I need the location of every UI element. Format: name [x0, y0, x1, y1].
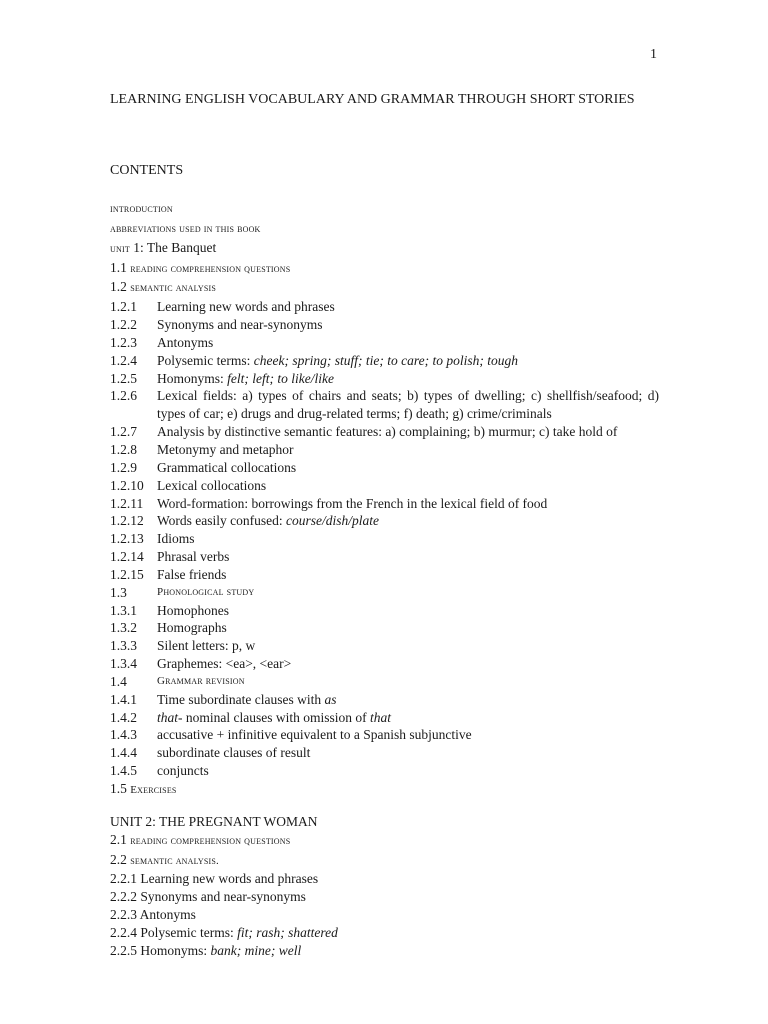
toc-section-1-4[interactable]: 1.4 Grammar revision	[110, 673, 245, 689]
toc-item-2-2-1[interactable]: 2.2.1 Learning new words and phrases	[110, 871, 319, 887]
toc-entry-abbreviations[interactable]: abbreviations used in this book	[110, 222, 261, 235]
toc-section-1-1[interactable]: 1.1 reading comprehension questions	[110, 259, 291, 275]
toc-section-1-2[interactable]: 1.2 semantic analysis	[110, 279, 217, 295]
toc-entry-unit-2[interactable]: UNIT 2: THE PREGNANT WOMAN	[110, 813, 318, 829]
toc-item-1-3-2[interactable]: 1.3.2 Homographs	[110, 620, 227, 636]
toc-item-1-3-4[interactable]: 1.3.4 Graphemes: <ea>, <ear>	[110, 656, 292, 672]
toc-item-1-4-4[interactable]: 1.4.4 subordinate clauses of result	[110, 745, 311, 761]
toc-item-1-2-4[interactable]: 1.2.4 Polysemic terms: cheek; spring; stuff; tie; to care; to polish; tough	[110, 352, 518, 368]
toc-item-1-4-5[interactable]: 1.4.5 conjuncts	[110, 763, 209, 779]
toc-item-1-2-2[interactable]: 1.2.2 Synonyms and near-synonyms	[110, 317, 323, 333]
toc-item-1-2-7[interactable]: 1.2.7 Analysis by distinctive semantic features: a) complaining; b) murmur; c) take hold of	[110, 424, 618, 440]
toc-item-1-2-3[interactable]: 1.2.3 Antonyms	[110, 334, 214, 350]
toc-item-1-4-1[interactable]: 1.4.1 Time subordinate clauses with as	[110, 691, 337, 707]
toc-item-1-4-3[interactable]: 1.4.3 accusative + infinitive equivalent to a Spanish subjunctive	[110, 727, 472, 743]
toc-item-1-2-15[interactable]: 1.2.15 False friends	[110, 566, 227, 582]
section-gap	[110, 800, 659, 813]
toc-item-2-2-3[interactable]: 2.2.3 Antonyms	[110, 907, 196, 923]
book-title: LEARNING ENGLISH VOCABULARY AND GRAMMAR THROUGH SHORT STORIES	[110, 92, 635, 107]
table-of-contents	[110, 199, 659, 960]
toc-entry-introduction[interactable]: introduction	[110, 203, 173, 215]
toc-section-1-5[interactable]: 1.5 Exercises	[110, 781, 177, 796]
toc-item-1-2-8[interactable]: 1.2.8 Metonymy and metaphor	[110, 441, 294, 457]
toc-item-2-2-5[interactable]: 2.2.5 Homonyms: bank; mine; well	[110, 942, 302, 958]
toc-item-1-2-5[interactable]: 1.2.5 Homonyms: felt; left; to like/like	[110, 370, 334, 386]
toc-item-1-2-10[interactable]: 1.2.10 Lexical collocations	[110, 477, 267, 493]
toc-item-1-2-1[interactable]: 1.2.1 Learning new words and phrases	[110, 299, 335, 315]
toc-item-1-2-11[interactable]: 1.2.11 Word-formation: borrowings from the French in the lexical field of food	[110, 495, 548, 511]
toc-item-1-3-3[interactable]: 1.3.3 Silent letters: p, w	[110, 638, 256, 654]
toc-item-1-3-1[interactable]: 1.3.1 Homophones	[110, 602, 229, 618]
toc-item-1-2-6[interactable]: 1.2.6 Lexical fields: a) types of chairs and seats; b) types of dwelling; c) shellfish/seafood; d) types of car; e) drugs and drug-related terms; f) death; g) crime/criminals	[110, 388, 659, 422]
toc-item-1-2-9[interactable]: 1.2.9 Grammatical collocations	[110, 459, 297, 475]
toc-item-1-2-13[interactable]: 1.2.13 Idioms	[110, 531, 195, 547]
toc-item-1-2-14[interactable]: 1.2.14 Phrasal verbs	[110, 549, 230, 565]
toc-section-1-3[interactable]: 1.3 Phonological study	[110, 584, 255, 600]
toc-section-2-1[interactable]: 2.1 reading comprehension questions	[110, 831, 291, 847]
toc-item-1-4-2[interactable]: 1.4.2 that- nominal clauses with omission of that	[110, 709, 392, 725]
toc-section-2-2[interactable]: 2.2 semantic analysis.	[110, 851, 219, 867]
page-number: 1	[650, 47, 657, 62]
toc-item-1-2-12[interactable]: 1.2.12 Words easily confused: course/dish/plate	[110, 513, 380, 529]
toc-item-2-2-2[interactable]: 2.2.2 Synonyms and near-synonyms	[110, 889, 306, 905]
toc-entry-unit-1[interactable]: unit 1: The Banquet	[110, 239, 217, 255]
contents-heading: CONTENTS	[110, 163, 184, 178]
toc-item-2-2-4[interactable]: 2.2.4 Polysemic terms: fit; rash; shattered	[110, 924, 338, 940]
